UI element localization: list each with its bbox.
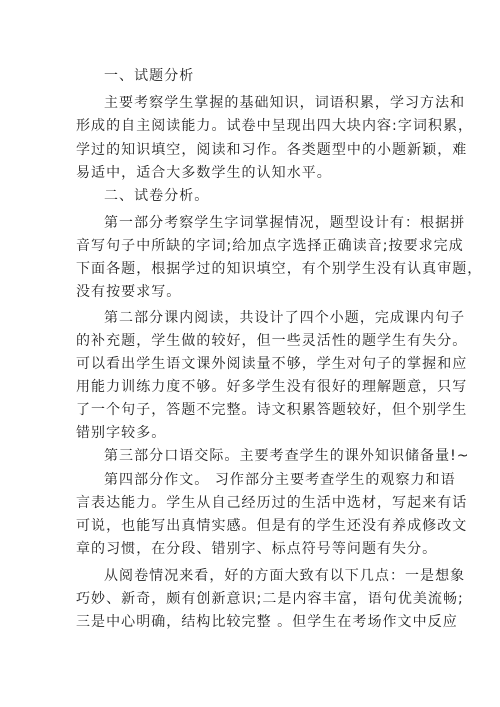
paragraph-line: 易适中，适合大多数学生的认知水平。 bbox=[76, 165, 332, 181]
paragraph-line: 形成的自主阅读能力。试卷中呈现出四大块内容:字词积累， bbox=[76, 118, 474, 134]
paragraph-line: 可以看出学生语文课外阅读量不够，学生对句子的掌握和应 bbox=[76, 356, 468, 372]
paragraph-line: 用能力训练力度不够。好多学生没有很好的理解题意，只写 bbox=[76, 379, 468, 395]
section-heading-2: 二、试卷分析。 bbox=[104, 188, 210, 204]
paragraph-line: 了一个句子，答题不完整。诗文积累答题较好，但个别学生 bbox=[76, 402, 468, 418]
paragraph-line: 下面各题，根据学过的知识填空，有个别学生没有认真审题， bbox=[76, 261, 483, 277]
paragraph-line: 第一部分考察学生字词掌握情况，题型设计有：根据拼 bbox=[104, 215, 466, 231]
paragraph-line: 音写句子中所缺的字词;给加点字选择正确读音;按要求完成 bbox=[76, 238, 464, 254]
paragraph-line: 章的习惯，在分段、错别字、标点符号等问题有失分。 bbox=[76, 541, 438, 557]
paragraph-line: 没有按要求写。 bbox=[76, 284, 182, 300]
paragraph-line: 巧妙、新奇，颇有创新意识;二是内容丰富，语句优美流畅; bbox=[76, 591, 464, 607]
paragraph-line: 主要考察学生掌握的基础知识，词语积累，学习方法和 bbox=[104, 95, 466, 111]
paragraph-line: 学过的知识填空，阅读和习作。各类题型中的小题新颖，难 bbox=[76, 142, 468, 158]
paragraph-line: 第三部分口语交际。主要考查学生的课外知识储备量!~ bbox=[104, 448, 470, 464]
paragraph-line: 错别字较多。 bbox=[76, 425, 167, 441]
paragraph-line: 第四部分作文。 习作部分主要考查学生的观察力和语 bbox=[104, 472, 456, 488]
paragraph-line: 三是中心明确，结构比较完整 。但学生在考场作文中反应 bbox=[76, 614, 458, 630]
paragraph-line: 的补充题，学生做的较好，但一些灵活性的题学生有失分。 bbox=[76, 333, 468, 349]
paragraph-line: 言表达能力。学生从自己经历过的生活中选材，写起来有话 bbox=[76, 495, 468, 511]
paragraph-line: 第二部分课内阅读，共设计了四个小题，完成课内句子 bbox=[104, 310, 466, 326]
paragraph-line: 从阅卷情况来看，好的方面大致有以下几点：一是想象 bbox=[104, 568, 466, 584]
paragraph-line: 可说，也能写出真情实感。但是有的学生还没有养成修改文 bbox=[76, 518, 468, 534]
section-heading-1: 一、试题分析 bbox=[104, 68, 195, 84]
